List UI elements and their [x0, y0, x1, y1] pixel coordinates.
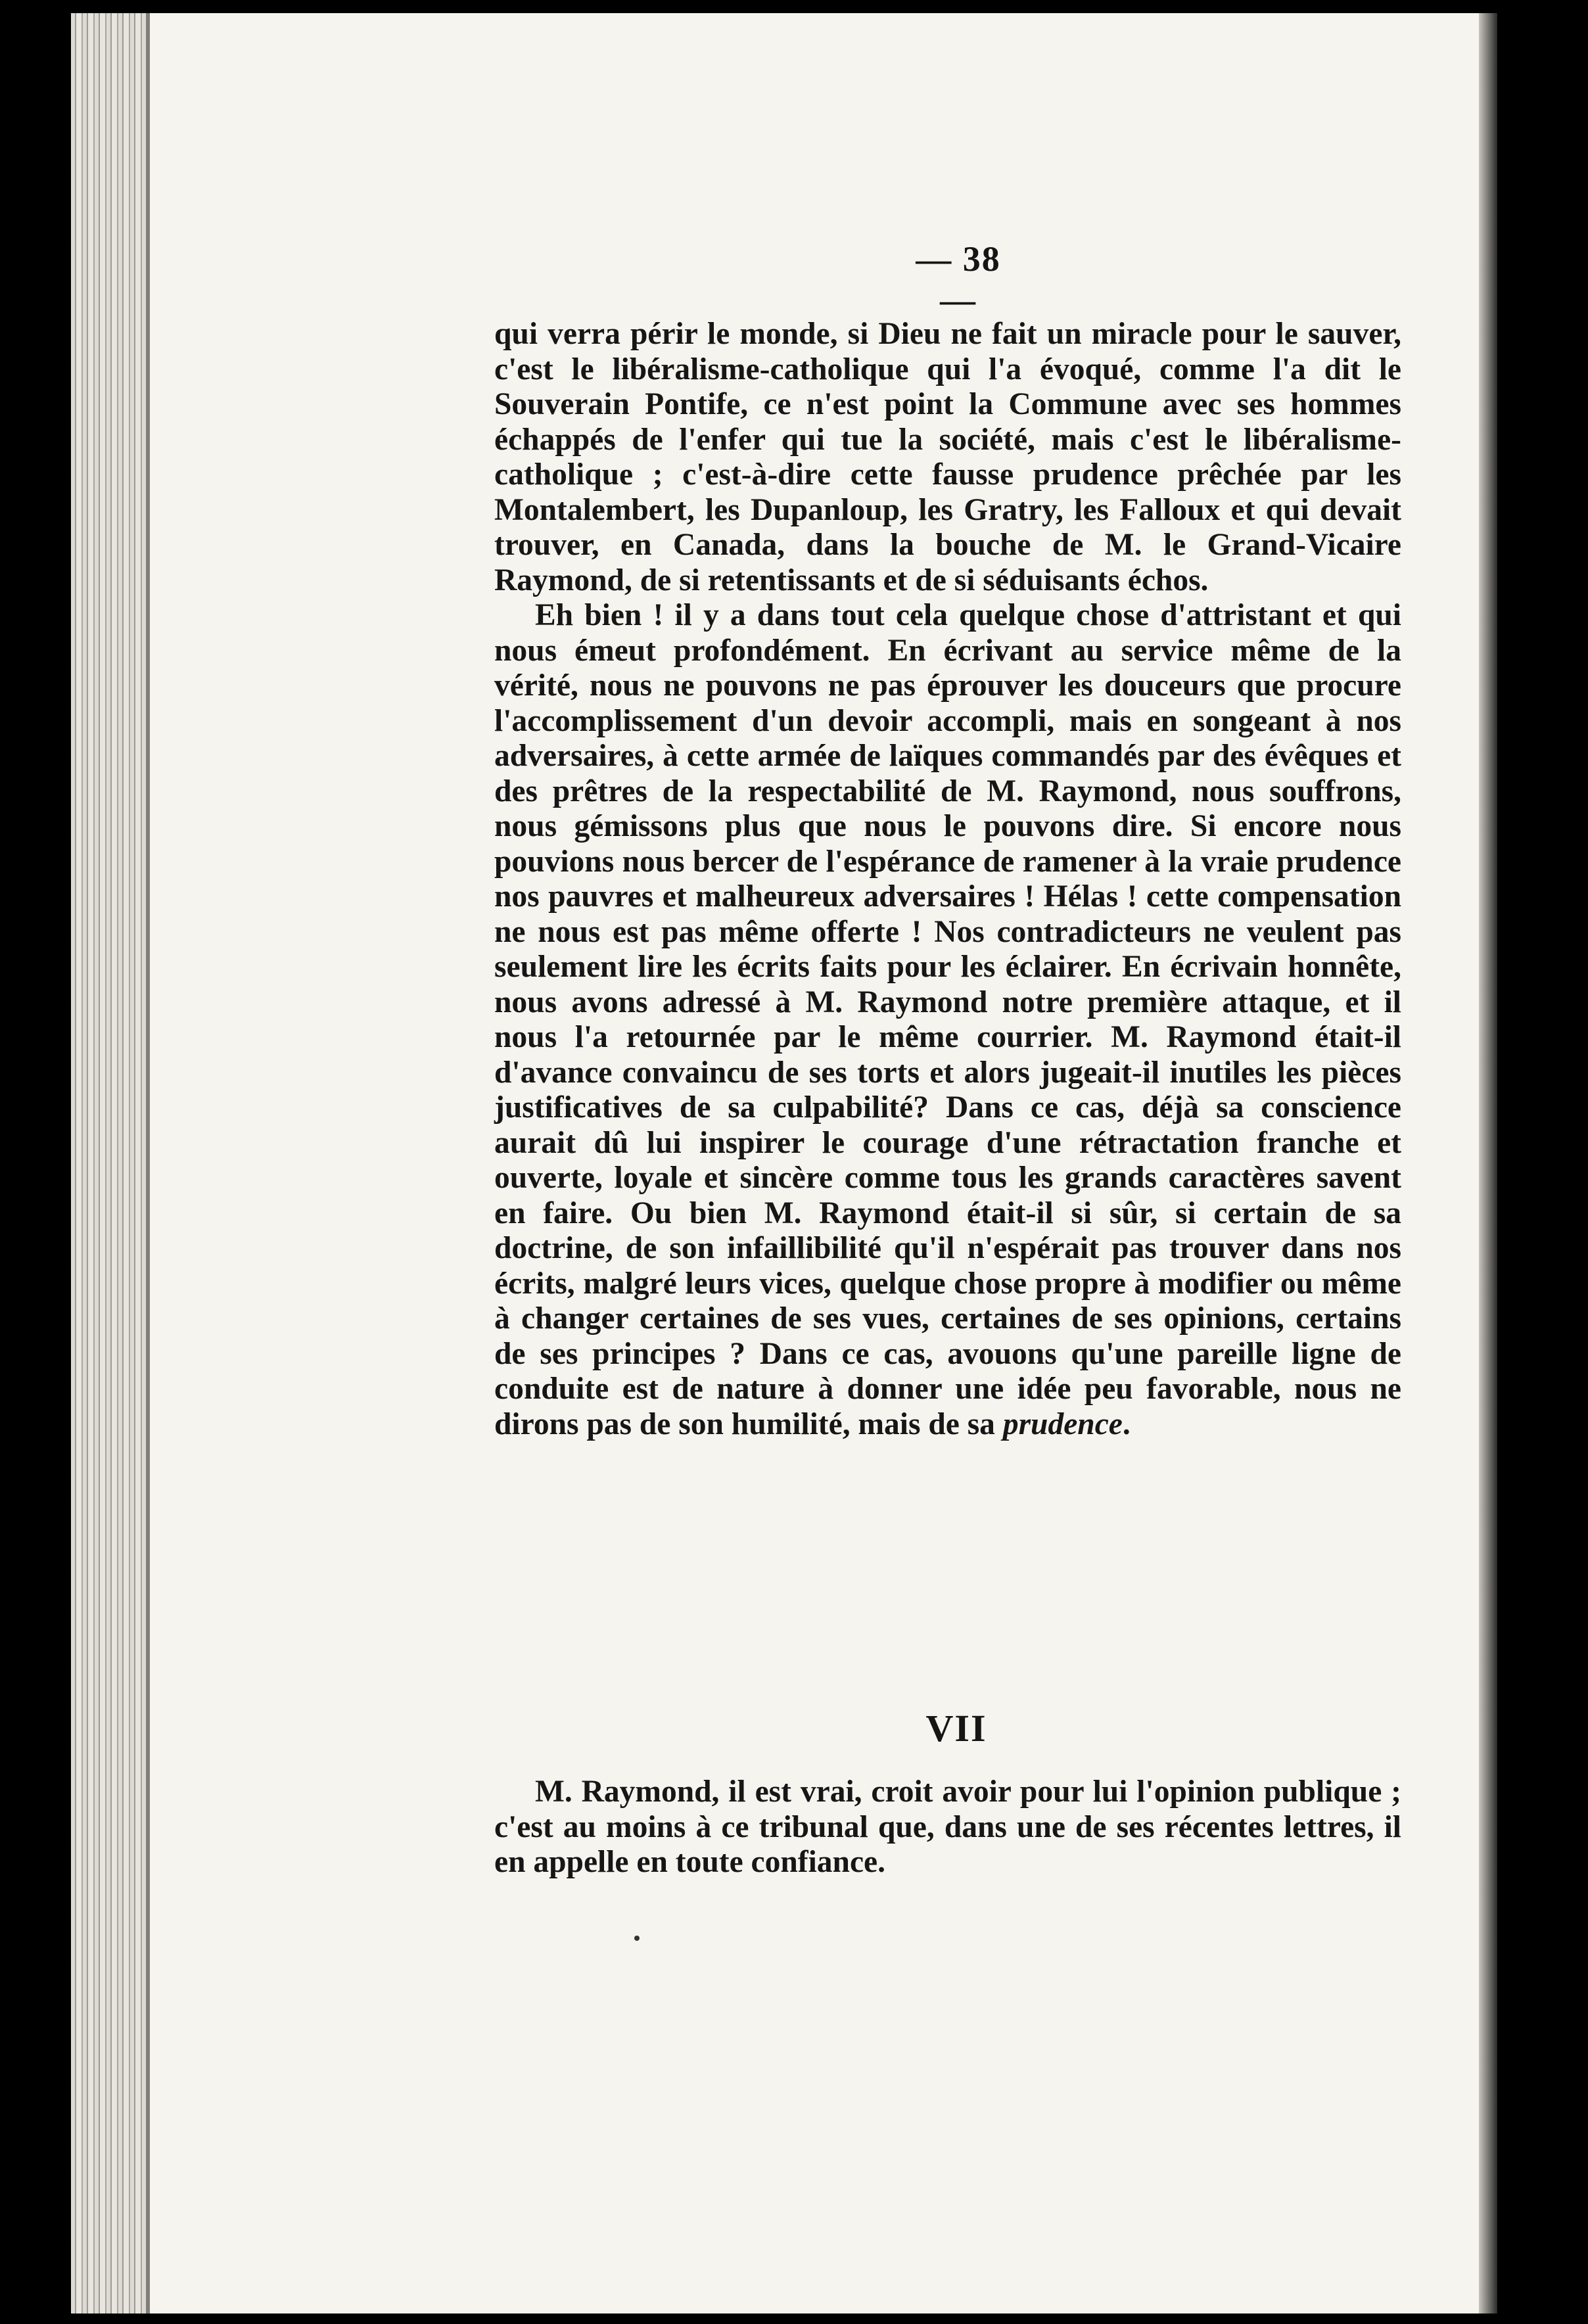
italic-word: prudence: [1002, 1406, 1123, 1441]
scan-speck: [634, 1936, 640, 1941]
page-gutter: [1479, 13, 1497, 2313]
page-edges: [71, 13, 150, 2313]
page-number: — 38 —: [916, 239, 1001, 319]
section-text: [494, 1775, 1401, 1880]
paragraph-text: Eh bien ! il y a dans tout cela quelque chose d'attristant et qui nous émeut profondément. En écrivant au service même de la vérité, nous ne pouvons ne pas éprouver les douceurs que procure l'accomplissement d'un devoir accompli, mais en songeant à nos adversaires, à cette armée de laïques commandés par des évêques et des prêtres de la respectabilité de M. Raymond, nous souffrons, nous gémissons plus que nous le pouvons dire. Si encore nous pouvions nous bercer de l'espérance de ramener à la vraie prudence nos pauvres et malheureux adversaires ! Hélas ! cette compensation ne nous est pas même offerte ! Nos contradicteurs ne veulent pas seulement lire les écrits faits pour les éclairer. En écrivain honnête, nous avons adressé à M. Raymond notre première attaque, et il nous l'a retournée par le même courrier. M. Raymond était-il d'avance convaincu de ses torts et alors jugeait-il inutiles les pièces justificatives de sa culpabilité? Dans ce cas, déjà sa conscience aurait dû lui inspirer le courage d'une rétractation franche et ouverte, loyale et sincère comme tous les grands caractères savent en faire. Ou bien M. Raymond était-il si sûr, si certain de sa doctrine, de son infaillibilité qu'il n'espérait pas trouver dans nos écrits, malgré leurs vices, quelque chose propre à modifier ou même à changer certaines de ses vues, certaines de ses opinions, certains de ses principes ? Dans ce cas, avouons qu'une pareille ligne de conduite est de nature à donner une idée peu favorable, nous ne dirons pas de son humilité, mais de sa: [494, 598, 1401, 1441]
paragraph-end: .: [1122, 1406, 1131, 1441]
body-text: [494, 317, 1401, 1442]
paragraph: M. Raymond, il est vrai, croit avoir pour lui l'opinion publique ; c'est au moins à ce tribunal que, dans une de ses récentes lettres, il en appelle en toute confiance.: [494, 1775, 1401, 1879]
section-heading: VII: [925, 1707, 987, 1750]
paragraph: qui verra périr le monde, si Dieu ne fait un miracle pour le sauver, c'est le libéralisme-catholique qui l'a évoqué, comme l'a dit le Souverain Pontife, ce n'est point la Commune avec ses hommes échappés de l'enfer qui tue la société, mais c'est le libéralisme-catholique ; c'est-à-dire cette fausse prudence prêchée par les Montalembert, les Dupanloup, les Gratry, les Falloux et qui devait trouver, en Canada, dans la bouche de M. le Grand-Vicaire Raymond, de si retentissants et de si séduisants échos.: [494, 317, 1401, 597]
paragraph: [494, 598, 1401, 1442]
